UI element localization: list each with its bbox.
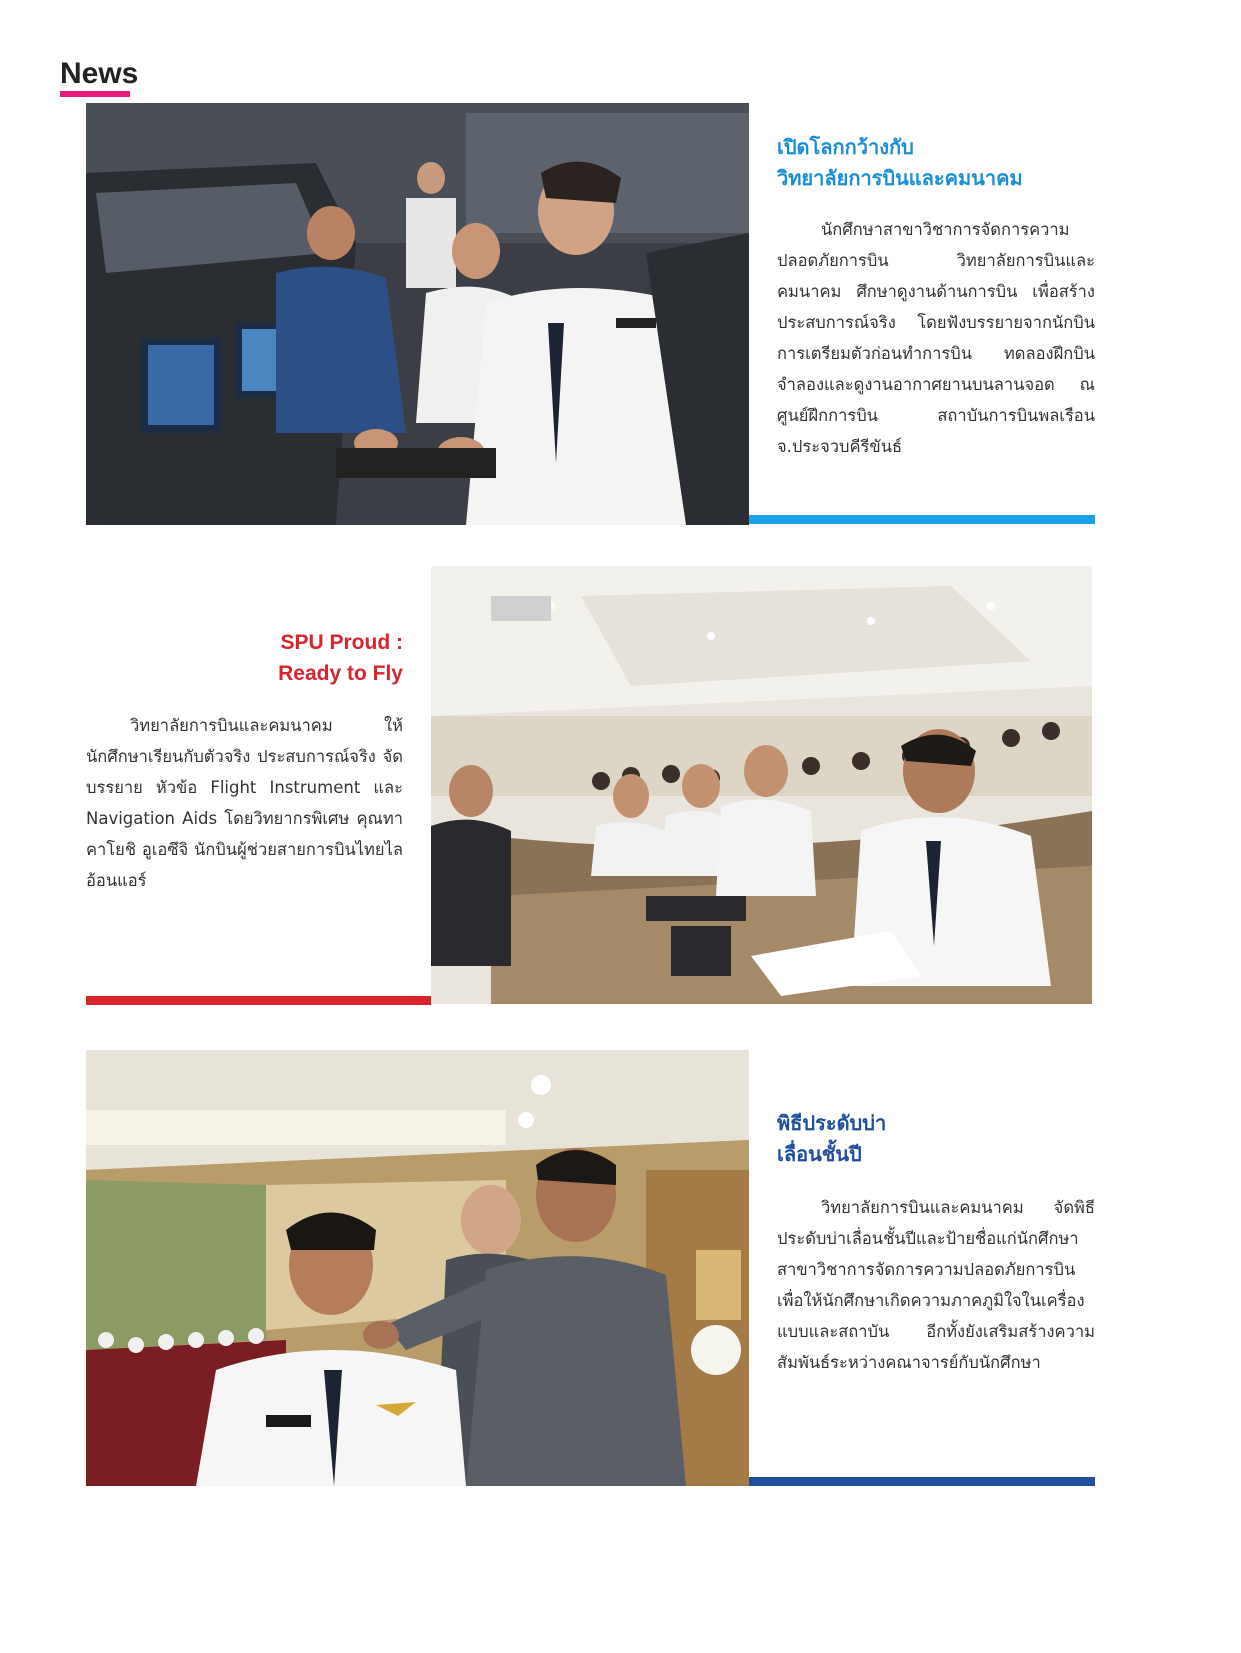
page-title: News (60, 57, 139, 90)
article-3-title-line-1: พิธีประดับบ่า (777, 1111, 887, 1135)
article-3-photo (86, 1050, 749, 1486)
article-3-body: วิทยาลัยการบินและคมนาคม จัดพิธีประดับบ่าเลื่อนชั้นปีและป้ายชื่อแก่นักศึกษา สาขาวิชาการจัดการความปลอดภัยการบิน เพื่อให้นักศึกษาเกิดความภาคภูมิใจในเครื่องแบบและสถาบัน อีกทั้งยังเสริมสร้างความสัมพันธ์ระหว่างคณาจารย์กับนักศึกษา (777, 1198, 1095, 1372)
article-2-photo (431, 566, 1092, 1004)
title-underline (60, 91, 130, 97)
article-1-title-line-2: วิทยาลัยการบินและคมนาคม (777, 166, 1023, 190)
article-1-accent-bar (749, 515, 1095, 524)
article-2-accent-bar (86, 996, 431, 1005)
article-2-title-line-1: SPU Proud : (280, 631, 403, 654)
article-3-accent-bar (749, 1477, 1095, 1486)
article-3-title (777, 1108, 1095, 1170)
article-2-body: วิทยาลัยการบินและคมนาคม ให้นักศึกษาเรียนกับตัวจริง ประสบการณ์จริง จัดบรรยาย หัวข้อ Flight Instrument และ Navigation Aids โดยวิทยากรพิเศษ คุณทาคาโยชิ อูเอซึจิ นักบินผู้ช่วยสายการบินไทยไลอ้อนแอร์ (86, 716, 403, 890)
article-3-title-line-2: เลื่อนชั้นปี (777, 1142, 862, 1166)
article-1-body: นักศึกษาสาขาวิชาการจัดการความปลอดภัยการบิน วิทยาลัยการบินและคมนาคม ศึกษาดูงานด้านการบิน เพื่อสร้างประสบการณ์จริง โดยฟังบรรยายจากนักบิน การเตรียมตัวก่อนทำการบิน ทดลองฝึกบินจำลองและดูงานอากาศยานบนลานจอด ณ ศูนย์ฝึกการบิน สถาบันการบินพลเรือน จ.ประจวบคีรีขันธ์ (777, 220, 1095, 456)
article-2-title (86, 627, 403, 689)
article-1-title (777, 132, 1107, 194)
article-2-title-line-2: Ready to Fly (278, 662, 403, 685)
article-1-title-line-1: เปิดโลกกว้างกับ (777, 135, 914, 159)
article-1-photo (86, 103, 749, 525)
